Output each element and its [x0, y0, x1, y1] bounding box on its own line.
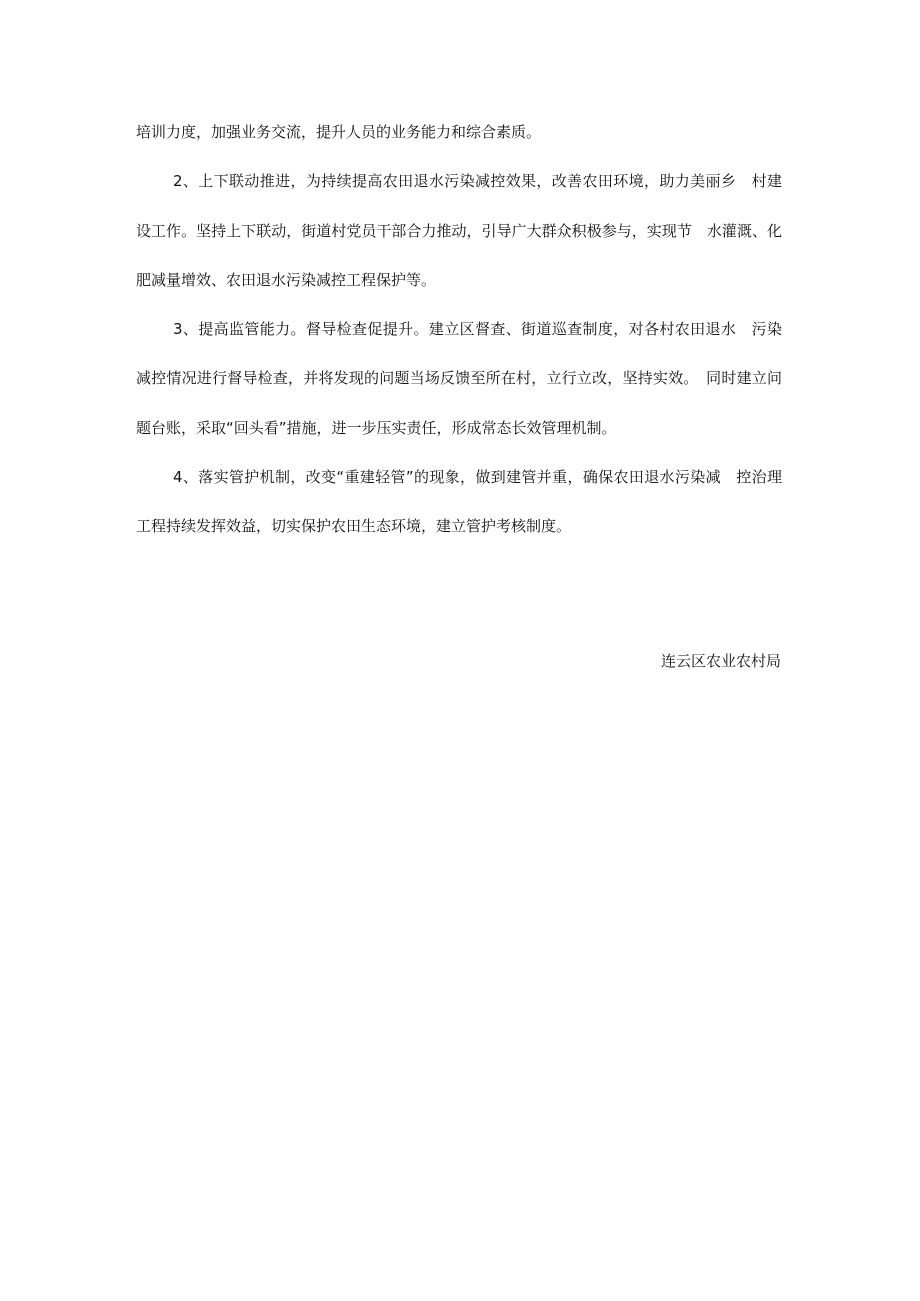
paragraph-continuation: 培训力度，加强业务交流，提升人员的业务能力和综合素质。 [136, 123, 542, 141]
document-body [136, 108, 782, 552]
paragraph-item-2: 2、上下联动推进，为持续提高农田退水污染减控效果，改善农田环境，助力美丽乡 村建设工作。坚持上下联动，街道村党员干部合力推动，引导广大群众积极参与，实现节 水灌溉、化肥减量增效、农田退水污染减控工程保护等。 [136, 172, 782, 289]
paragraph-item-3: 3、提高监管能力。督导检查促提升。建立区督查、街道巡查制度，对各村农田退水 污染减控情况进行督导检查，并将发现的问题当场反馈至所在村，立行立改，坚持实效。 同时建立问题台账，采取“回头看”措施，进一步压实责任，形成常态长效管理机制。 [136, 320, 782, 437]
signature-organization: 连云区农业农村局 [660, 652, 781, 670]
paragraph-item-4: 4、落实管护机制，改变“重建轻管”的现象，做到建管并重，确保农田退水污染减 控治理工程持续发挥效益，切实保护农田生态环境，建立管护考核制度。 [136, 468, 782, 536]
